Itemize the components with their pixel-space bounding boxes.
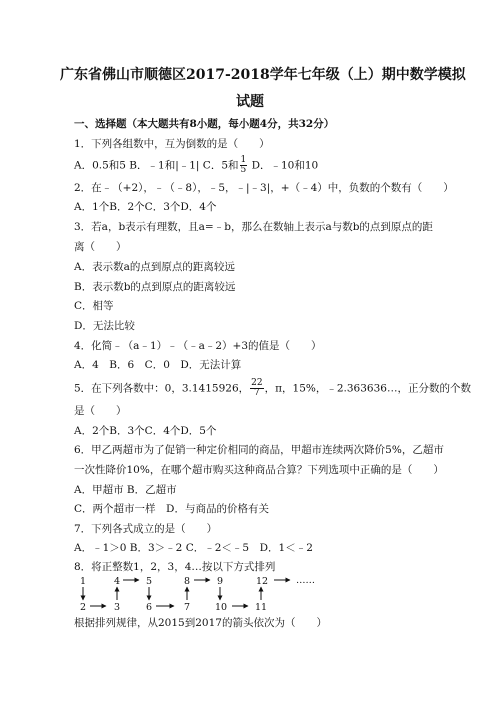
q4-stem: 4．化简﹣（a﹣1）﹣（﹣a﹣2）+3的值是（ ） (74, 340, 322, 352)
q5-stem-b: ，π，15%，﹣2.363636…，正分数的个数 (264, 382, 471, 395)
q3-stem: 3．若a，b表示有理数，且a=﹣b，那么在数轴上表示a与数b的点到原点的距 (74, 221, 433, 233)
q1-options-b: D．﹣10和10 (248, 159, 319, 172)
q1-options (74, 156, 430, 175)
q8-stem-cont: 根据排列规律，从2015到2017的箭头依次为（ ） (74, 617, 327, 629)
q5-stem (74, 378, 471, 398)
q5-fraction (250, 379, 263, 398)
bottom-number: 6 (146, 602, 153, 613)
q6-stem: 6．甲乙两超市为了促销一种定价相同的商品，甲超市连续两次降价5%，乙超市 (74, 444, 444, 456)
top-number: 12 (256, 576, 269, 587)
q3-option-a: A．表示数a的点到原点的距离较远 (74, 261, 235, 273)
q3-stem-cont: 离（ ） (74, 241, 127, 253)
q8-stem: 8．将正整数1，2，3，4…按以下方式排列 (74, 561, 276, 573)
q1-frac-num: 1 (240, 155, 247, 165)
top-number: 9 (217, 576, 224, 587)
q7-stem: 7．下列各式成立的是（ ） (74, 523, 218, 535)
q5-stem-a: 5．在下列各数中：0，3.1415926， (74, 382, 250, 395)
q6-stem-cont: 一次性降价10%，在哪个超市购买这种商品合算？下列选项中正确的是（ ） (74, 464, 444, 476)
q5-frac-den: 7 (254, 388, 260, 398)
q1-stem: 1．下列各组数中，互为倒数的是（ ） (74, 138, 270, 150)
top-number: 4 (114, 576, 121, 587)
q3-option-c: C．相等 (74, 300, 114, 312)
q4-options: A．4 B．6 C．0 D．无法计算 (74, 359, 242, 371)
q2-stem: 2．在﹣（+2），﹣（﹣8），﹣5，﹣|﹣3|，+（﹣4）中，负数的个数有（ ） (74, 182, 454, 194)
q5-options: A．2个B．3个C．4个D．5个 (74, 425, 217, 437)
q3-option-b: B．表示数b的点到原点的距离较远 (74, 281, 236, 293)
q6-options-ab: A．甲超市 B．乙超市 (74, 484, 177, 496)
q6-options-cd: C．两个超市一样 D．与商品的价格有关 (74, 503, 269, 515)
top-number: 8 (184, 576, 191, 587)
bottom-number: 10 (215, 602, 228, 613)
bottom-number: 2 (80, 602, 87, 613)
q3-option-d: D．无法比较 (74, 320, 135, 332)
section-heading: 一、选择题（本大题共有8小题，每小题4分，共32分） (74, 118, 335, 130)
q1-options-a: A．0.5和5 B．﹣1和|﹣1| C．5和 (74, 159, 239, 172)
top-number: 1 (80, 576, 87, 587)
bottom-number: 3 (114, 602, 121, 613)
q1-frac-den: 5 (240, 165, 247, 175)
top-number: 5 (146, 576, 153, 587)
q5-stem-cont: 是（ ） (74, 405, 127, 417)
doc-title: 广东省佛山市顺德区2017-2018学年七年级（上）期中数学模拟 (60, 67, 466, 83)
q2-options: A．1个B．2个C．3个D．4个 (74, 201, 217, 213)
bottom-number: 7 (184, 602, 191, 613)
q5-frac-num: 22 (251, 378, 263, 388)
ellipsis: …… (296, 575, 315, 586)
bottom-number: 11 (255, 602, 268, 613)
q1-fraction (240, 156, 248, 175)
doc-title-cont: 试题 (236, 94, 264, 110)
arrangement-diagram (74, 574, 334, 614)
q7-options: A．﹣1＞0 B．3＞﹣2 C．﹣2＜﹣5 D．1＜﹣2 (74, 542, 313, 554)
